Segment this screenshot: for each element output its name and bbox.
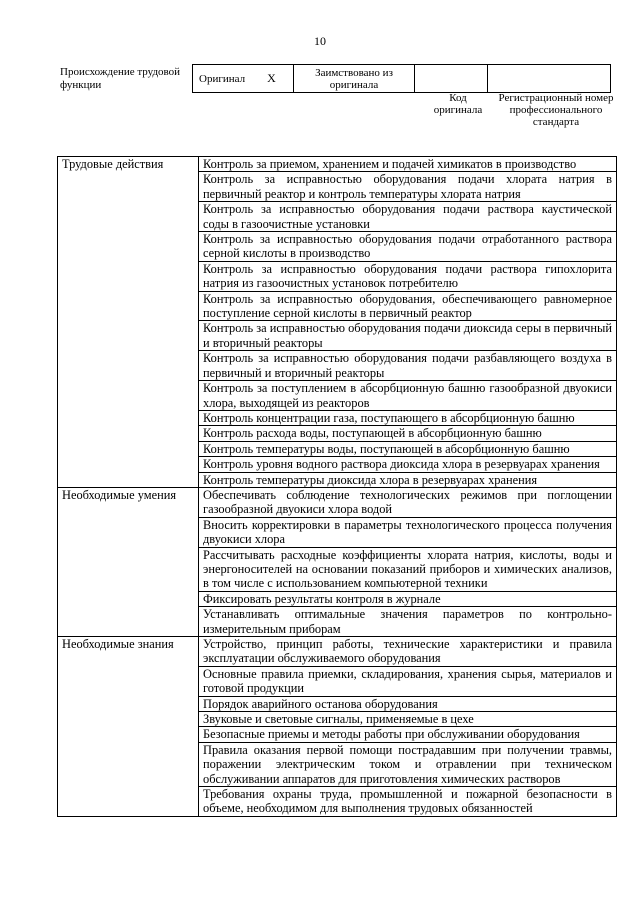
table-row [58, 157, 617, 172]
table-row [58, 637, 617, 667]
table-cell: Контроль концентрации газа, поступающего в абсорбционную башню [199, 410, 617, 425]
original-cell [193, 65, 294, 93]
table-cell: Фиксировать результаты контроля в журнале [199, 591, 617, 606]
original-label: Оригинал [199, 73, 246, 85]
table-cell: Контроль уровня водного раствора диоксида хлора в резервуарах хранения [199, 457, 617, 472]
code-cell [415, 65, 488, 93]
table-cell: Контроль за исправностью оборудования подачи диоксида серы в первичный и вторичный реакторы [199, 321, 617, 351]
function-table [57, 156, 617, 817]
table-cell: Вносить корректировки в параметры технологического процесса получения двуокиси хлора [199, 517, 617, 547]
table-cell: Контроль за исправностью оборудования подачи разбавляющего воздуха в первичный и вторичный реакторы [199, 351, 617, 381]
origin-label: Происхождение трудовой функции [60, 66, 181, 91]
table-cell: Контроль температуры диоксида хлора в резервуарах хранения [199, 472, 617, 487]
table-cell: Обеспечивать соблюдение технологических режимов при поглощении газообразной двуокиси хлора водой [199, 487, 617, 517]
table-cell: Контроль за исправностью оборудования подачи раствора каустической соды в газоочистные установки [199, 202, 617, 232]
table-cell: Контроль за исправностью оборудования подачи отработанного раствора серной кислоты в производство [199, 232, 617, 262]
section-title: Необходимые знания [58, 637, 199, 817]
table-cell: Контроль за поступлением в абсорбционную башню газообразной двуокиси хлора, выходящей из реакторов [199, 381, 617, 411]
table-cell: Требования охраны труда, промышленной и пожарной безопасности в объеме, необходимом для выполнения трудовых обязанностей [199, 787, 617, 817]
original-mark: X [267, 71, 276, 85]
reg-number-label: Регистрационный номер профессионального стандарта [498, 92, 614, 128]
table-cell: Устанавливать оптимальные значения параметров по контрольно-измерительным приборам [199, 607, 617, 637]
table-cell: Контроль расхода воды, поступающей в абсорбционную башню [199, 426, 617, 441]
table-cell: Основные правила приемки, складирования, хранения сырья, материалов и готовой продукции [199, 666, 617, 696]
page-number: 10 [314, 34, 326, 48]
table-cell: Правила оказания первой помощи пострадавшим при получении травмы, поражении электрическим током и отравлении при техническом обслуживании аппаратов для приготовления химических растворов [199, 742, 617, 786]
table-cell: Контроль за исправностью оборудования, обеспечивающего равномерное поступление серной кислоты в первичный реактор [199, 291, 617, 321]
table-cell: Звуковые и световые сигналы, применяемые в цехе [199, 712, 617, 727]
section-title: Необходимые умения [58, 487, 199, 636]
origin-table [192, 64, 611, 93]
reg-number-cell [488, 65, 611, 93]
table-cell: Устройство, принцип работы, технические характеристики и правила эксплуатации обслуживаемого оборудования [199, 637, 617, 667]
table-cell: Безопасные приемы и методы работы при обслуживании оборудования [199, 727, 617, 742]
table-cell: Контроль за исправностью оборудования подачи хлората натрия в первичный реактор и контроль температуры хлората натрия [199, 172, 617, 202]
code-label: Код оригинала [433, 92, 483, 116]
table-cell: Порядок аварийного останова оборудования [199, 696, 617, 711]
table-cell: Контроль за исправностью оборудования подачи раствора гипохлорита натрия из газоочистных установок потребителю [199, 261, 617, 291]
table-cell: Рассчитывать расходные коэффициенты хлората натрия, кислоты, воды и энергоносителей на основании показаний приборов и химических анализов, в том числе с использованием компьютерной техники [199, 547, 617, 591]
table-row [58, 487, 617, 517]
section-title: Трудовые действия [58, 157, 199, 488]
borrowed-label: Заимствовано из оригинала [294, 65, 415, 93]
table-cell: Контроль за приемом, хранением и подачей химикатов в производство [199, 157, 617, 172]
table-cell: Контроль температуры воды, поступающей в абсорбционную башню [199, 441, 617, 456]
